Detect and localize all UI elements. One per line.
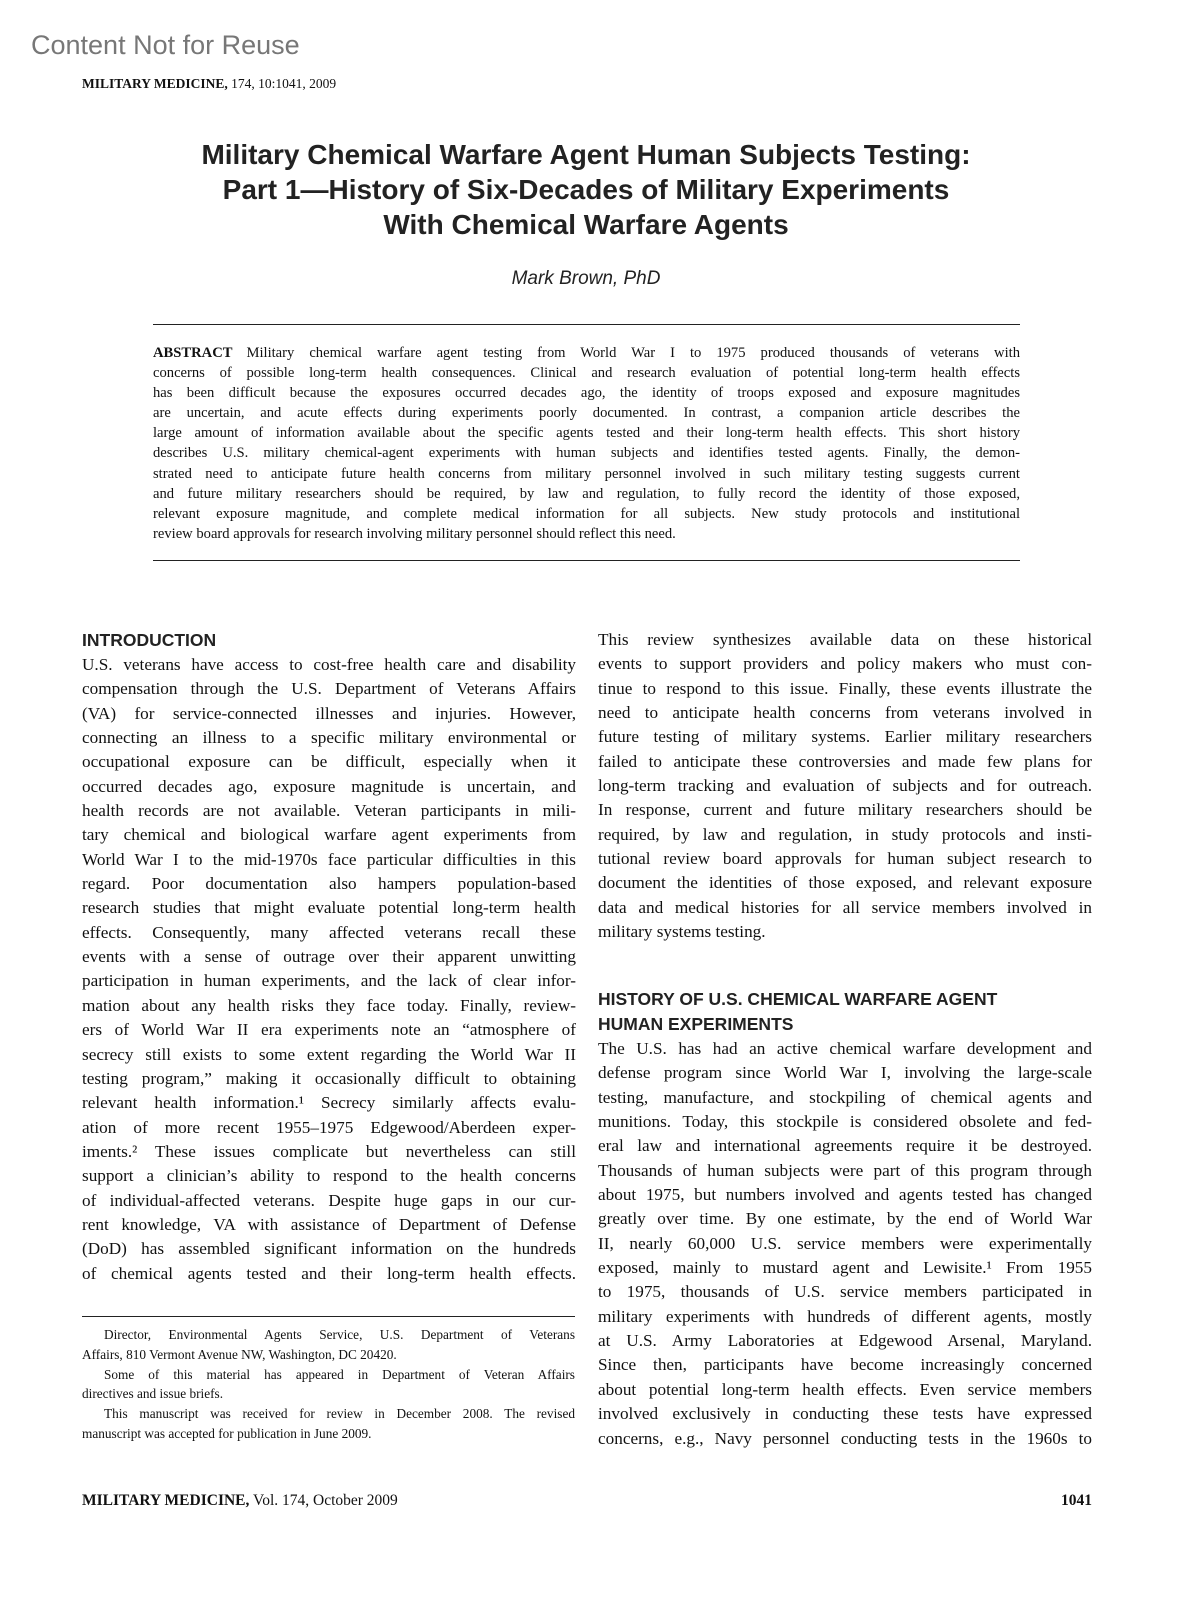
- watermark: Content Not for Reuse: [31, 30, 300, 60]
- text-line: ers of World War II era experiments note an “atmosphere of: [82, 1020, 576, 1040]
- text-line: Affairs, 810 Vermont Avenue NW, Washington, DC 20420.: [82, 1346, 397, 1362]
- text-line: defense program since World War I, involving the large-scale: [598, 1063, 1092, 1083]
- history-body: [598, 1037, 1092, 1451]
- abstract-line: are uncertain, and acute effects during experiments poorly documented. In contrast, a companion article describes the: [153, 405, 1020, 422]
- text-line: document the identities of those exposed, and relevant exposure: [598, 873, 1092, 893]
- text-line: required, by law and regulation, in study protocols and insti-: [598, 824, 1092, 844]
- text-line: mation about any health risks they face today. Finally, review-: [82, 995, 576, 1015]
- divider: [153, 324, 1020, 325]
- author: Mark Brown, PhD: [511, 268, 661, 289]
- text-line: effects. Consequently, many affected veterans recall these: [82, 922, 576, 942]
- text-line: research studies that might evaluate potential long-term health: [82, 898, 576, 918]
- abstract-line: strated need to anticipate future health concerns from military personnel involved in such military testing suggests current: [153, 465, 1020, 482]
- text-line: connecting an illness to a specific military environmental or: [82, 728, 576, 748]
- text-line: tinue to respond to this issue. Finally, these events illustrate the: [598, 678, 1092, 698]
- text-line: Since then, participants have become increasingly concerned: [598, 1355, 1092, 1375]
- text-line: events with a sense of outrage over their apparent unwitting: [82, 947, 576, 967]
- abstract: [153, 343, 1020, 544]
- footnote-divider: [82, 1316, 575, 1317]
- text-line: of individual-affected veterans. Despite huge gaps in our cur-: [82, 1190, 576, 1210]
- text-line: rent knowledge, VA with assistance of Department of Defense: [82, 1214, 576, 1234]
- text-line: Some of this material has appeared in Department of Veteran Affairs: [104, 1366, 575, 1382]
- text-line: about 1975, but numbers involved and agents tested has changed: [598, 1185, 1092, 1205]
- abstract-label: ABSTRACT: [153, 345, 233, 361]
- introduction-section: [82, 628, 576, 1286]
- abstract-line: [153, 343, 1020, 363]
- text-line: data and medical histories for all service members involved in: [598, 897, 1092, 917]
- footnotes: [82, 1325, 575, 1444]
- text-line: U.S. veterans have access to cost-free health care and disability: [82, 655, 576, 674]
- text-line: In response, current and future military researchers should be: [598, 800, 1092, 820]
- text-line: failed to anticipate these controversies and made few plans for: [598, 751, 1092, 771]
- text-line: greatly over time. By one estimate, by the end of World War: [598, 1209, 1092, 1229]
- divider: [153, 560, 1020, 561]
- text-line: compensation through the U.S. Department of Veterans Affairs: [82, 679, 576, 699]
- text-line: eral law and international agreements require it be destroyed.: [598, 1136, 1092, 1156]
- page-number: 1041: [1061, 1492, 1092, 1509]
- text-line: tutional review board approvals for human subject research to: [598, 849, 1092, 869]
- text-line: involved exclusively in conducting these tests have expressed: [598, 1404, 1092, 1424]
- text-line: ation of more recent 1955–1975 Edgewood/Aberdeen exper-: [82, 1117, 576, 1137]
- text-line: directives and issue briefs.: [82, 1386, 224, 1402]
- text-line: tary chemical and biological warfare agent experiments from: [82, 825, 576, 845]
- text-line: iments.² These issues complicate but nevertheless can still: [82, 1141, 576, 1161]
- text-line: events to support providers and policy makers who must con-: [598, 654, 1092, 674]
- text-line: health records are not available. Veteran participants in mili-: [82, 801, 576, 821]
- text-line: World War I to the mid-1970s face particular difficulties in this: [82, 849, 576, 869]
- title-line: Part 1—History of Six-Decades of Military Experiments: [222, 174, 950, 205]
- text-line: need to anticipate health concerns from veterans involved in: [598, 703, 1092, 723]
- abstract-line: relevant exposure magnitude, and complete medical information for all subjects. New study protocols and institutional: [153, 505, 1020, 522]
- text-line: exposed, mainly to mustard agent and Lewisite.¹ From 1955: [598, 1258, 1092, 1278]
- text-line: occupational exposure can be difficult, especially when it: [82, 752, 576, 772]
- introduction-body-continued: [598, 628, 1092, 944]
- history-section: [598, 987, 1092, 1451]
- text-line: munitions. Today, this stockpile is considered obsolete and fed-: [598, 1112, 1092, 1132]
- abstract-line: concerns of possible long-term health consequences. Clinical and research evaluation of potential long-term health effects: [153, 365, 1020, 382]
- text-line: Director, Environmental Agents Service, U.S. Department of Veterans: [104, 1327, 575, 1342]
- journal-citation-header: [82, 76, 336, 92]
- title-line: With Chemical Warfare Agents: [383, 209, 789, 240]
- article-title: [0, 137, 1172, 242]
- abstract-line: large amount of information available about the specific agents tested and their long-term health effects. This short history: [153, 425, 1020, 442]
- text-line: support a clinician’s ability to respond to the health concerns: [82, 1166, 576, 1186]
- text-line: long-term tracking and evaluation of subjects and for outreach.: [598, 776, 1092, 796]
- text-line: The U.S. has had an active chemical warfare development and: [598, 1039, 1092, 1058]
- citation: 174, 10:1041, 2009: [231, 76, 337, 91]
- footer-issue: Vol. 174, October 2009: [253, 1492, 398, 1509]
- introduction-body: [82, 653, 576, 1286]
- text-line: participation in human experiments, and the lack of clear infor-: [82, 971, 576, 991]
- section-heading: HUMAN EXPERIMENTS: [598, 1014, 794, 1034]
- text-line: II, nearly 60,000 U.S. service members were experimentally: [598, 1233, 1092, 1253]
- text-line: military experiments with hundreds of different agents, mostly: [598, 1306, 1092, 1326]
- abstract-line: and future military researchers should be required, by law and regulation, to fully record the identity of those exposed,: [153, 485, 1020, 502]
- text-line: military systems testing.: [598, 922, 766, 942]
- footer-citation: [82, 1492, 398, 1510]
- text-line: at U.S. Army Laboratories at Edgewood Arsenal, Maryland.: [598, 1331, 1092, 1351]
- abstract-line: review board approvals for research involving military personnel should reflect this need.: [153, 525, 676, 542]
- text-line: relevant health information.¹ Secrecy similarly affects evalu-: [82, 1093, 576, 1113]
- text-line: regard. Poor documentation also hampers population-based: [82, 874, 576, 894]
- text-line: testing program,” making it occasionally difficult to obtaining: [82, 1068, 576, 1088]
- text-line: This manuscript was received for review in December 2008. The revised: [104, 1406, 575, 1422]
- text-line: secrecy still exists to some extent regarding the World War II: [82, 1044, 576, 1064]
- section-heading: INTRODUCTION: [82, 630, 217, 650]
- text-line: concerns, e.g., Navy personnel conducting tests in the 1960s to: [598, 1428, 1092, 1448]
- abstract-line: describes U.S. military chemical-agent experiments with human subjects and identifies tested agents. Finally, the demon-: [153, 445, 1020, 462]
- section-heading: HISTORY OF U.S. CHEMICAL WARFARE AGENT: [598, 989, 998, 1009]
- text-line: (DoD) has assembled significant information on the hundreds: [82, 1239, 576, 1259]
- introduction-continued: [598, 628, 1092, 944]
- journal-name: MILITARY MEDICINE,: [82, 76, 228, 91]
- title-line: Military Chemical Warfare Agent Human Subjects Testing:: [201, 139, 971, 170]
- text-line: This review synthesizes available data on these historical: [598, 630, 1092, 649]
- abstract-text: Military chemical warfare agent testing from World War I to 1975 produced thousands of veterans with: [246, 345, 1020, 361]
- footer-journal: MILITARY MEDICINE,: [82, 1492, 250, 1509]
- text-line: about potential long-term health effects. Even service members: [598, 1379, 1092, 1399]
- text-line: Thousands of human subjects were part of this program through: [598, 1160, 1092, 1180]
- text-line: of chemical agents tested and their long-term health effects.: [82, 1263, 576, 1283]
- text-line: manuscript was accepted for publication in June 2009.: [82, 1425, 372, 1441]
- abstract-line: has been difficult because the exposures occurred decades ago, the identity of troops exposed and exposure magnitudes: [153, 385, 1020, 402]
- text-line: to 1975, thousands of U.S. service members participated in: [598, 1282, 1092, 1302]
- text-line: (VA) for service-connected illnesses and injuries. However,: [82, 703, 576, 723]
- text-line: testing, manufacture, and stockpiling of chemical agents and: [598, 1087, 1092, 1107]
- text-line: occurred decades ago, exposure magnitude is uncertain, and: [82, 776, 576, 796]
- text-line: future testing of military systems. Earlier military researchers: [598, 727, 1092, 747]
